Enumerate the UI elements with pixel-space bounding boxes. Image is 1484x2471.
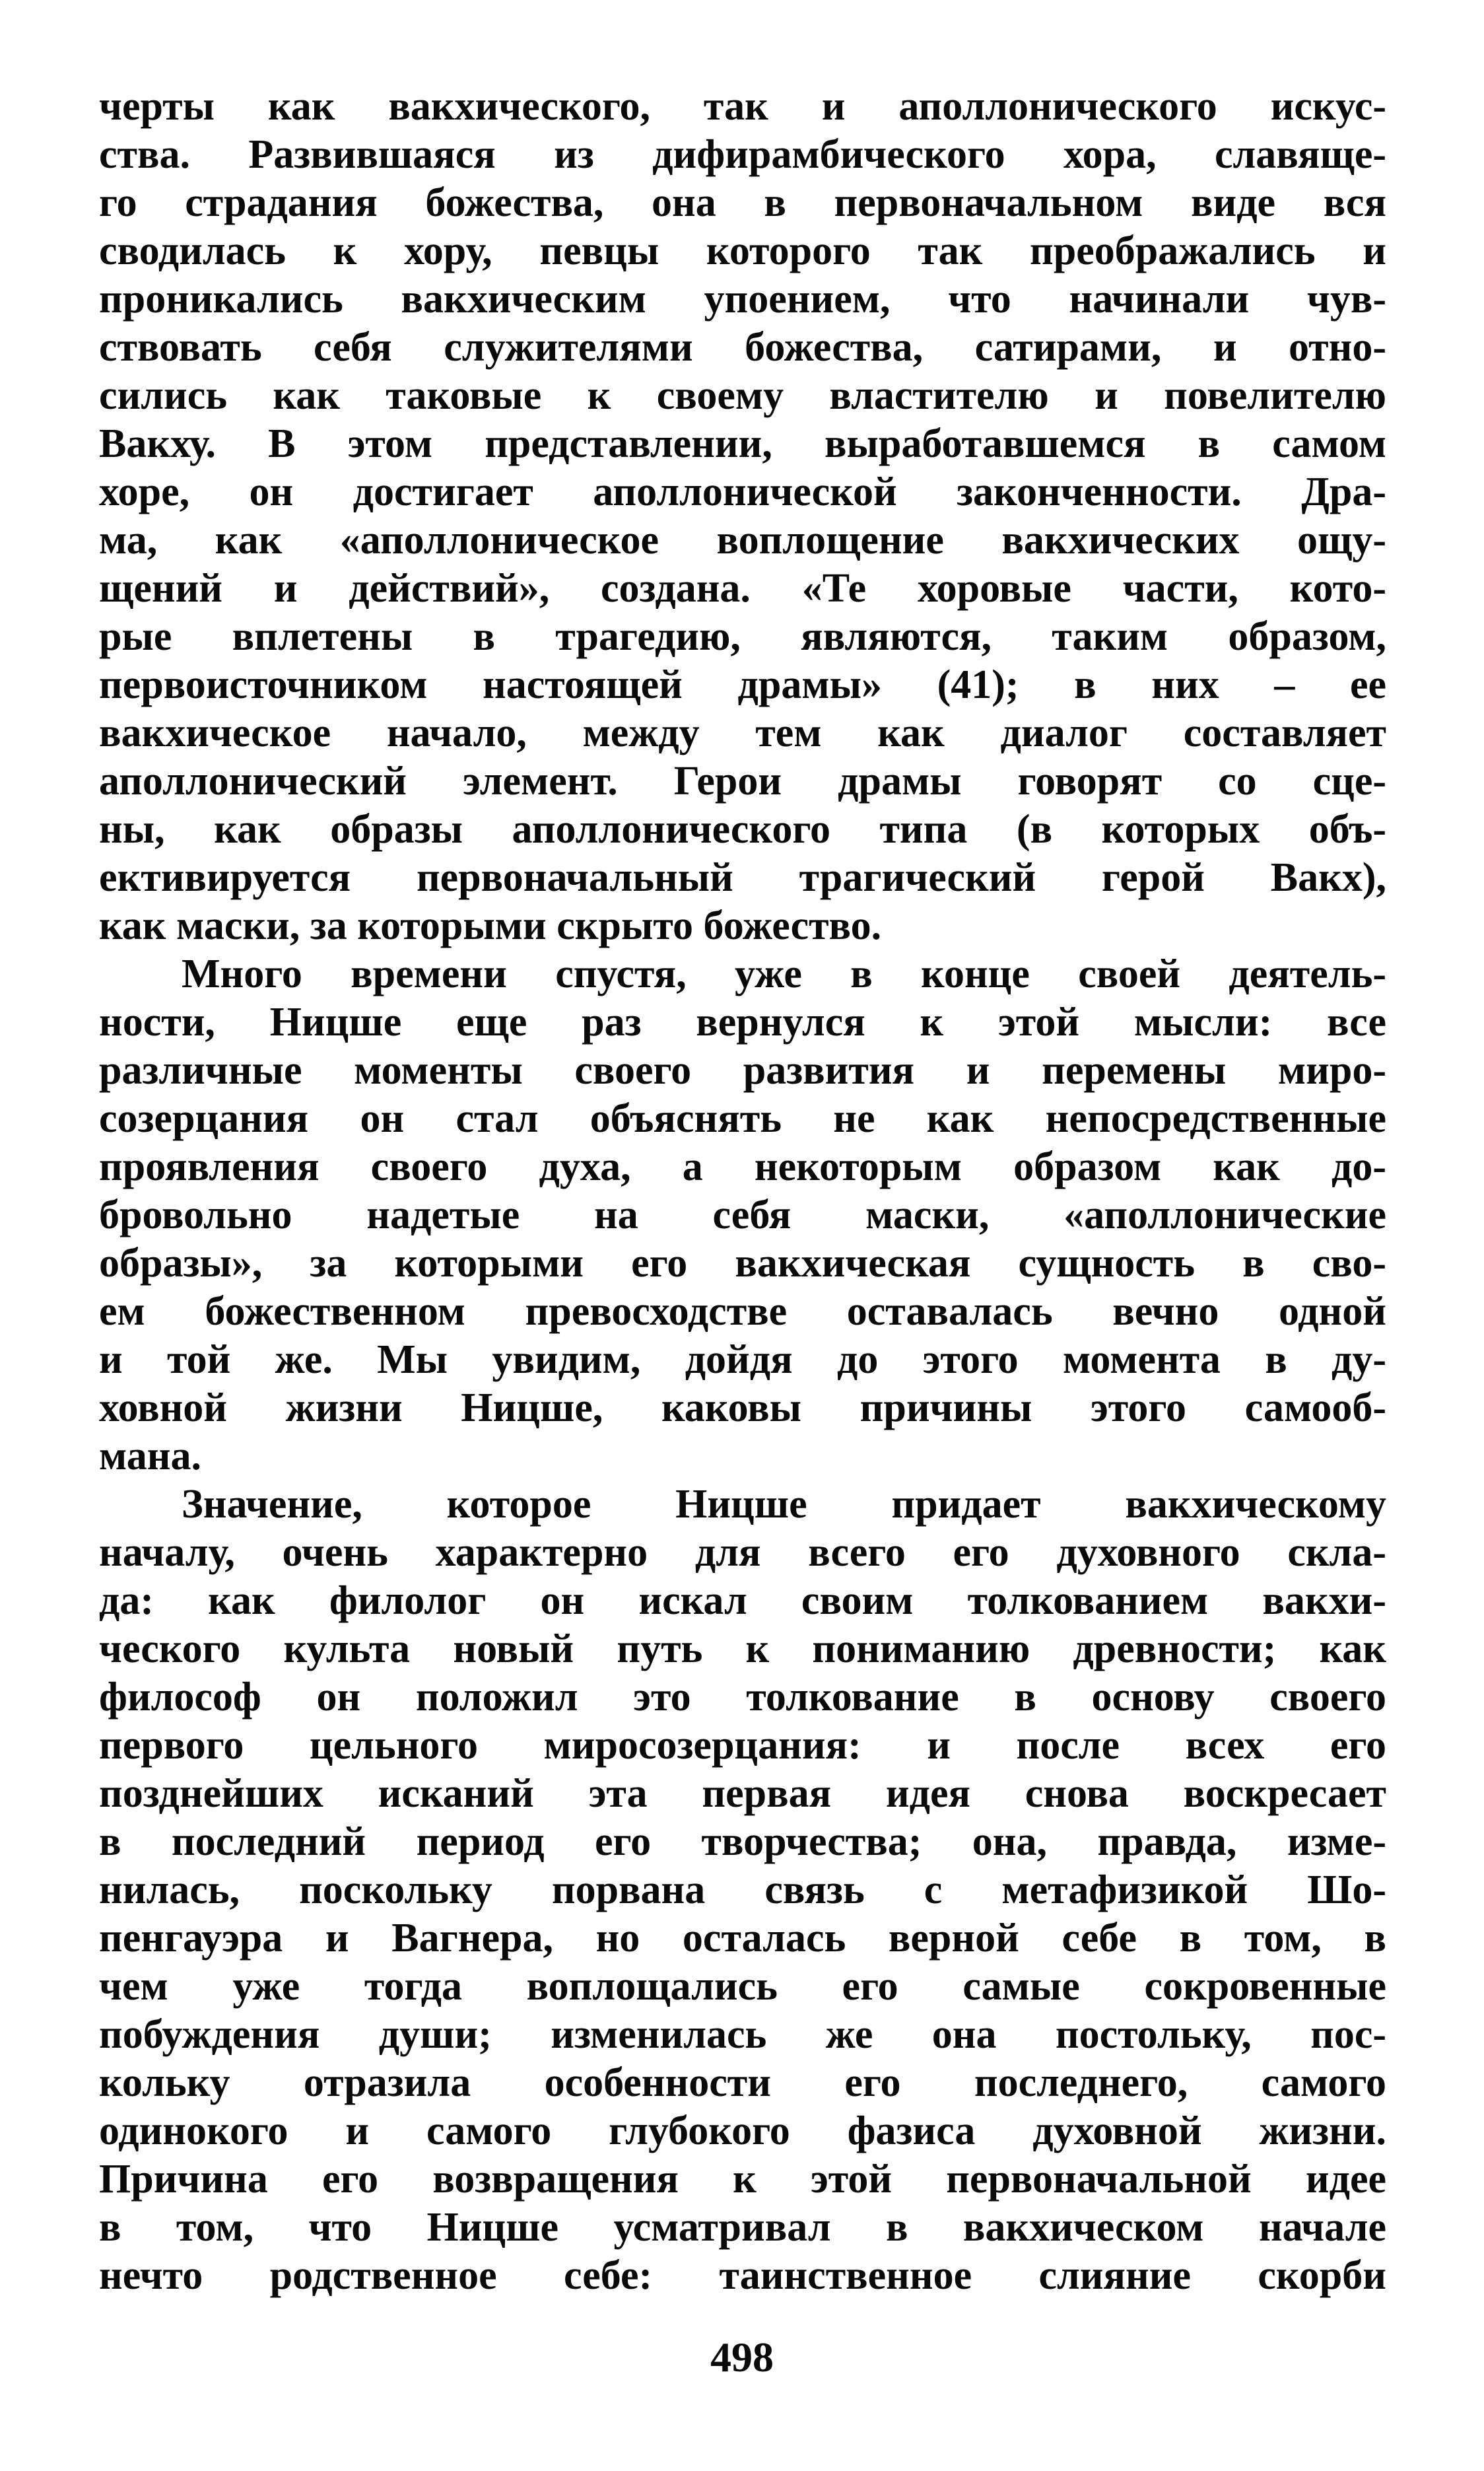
- text-line: черты как вакхического, так и аполлонического искус-: [99, 84, 1386, 129]
- text-line: да: как филолог он искал своим толкованием вакхи-: [99, 1578, 1386, 1623]
- text-line: одинокого и самого глубокого фазиса духовной жизни.: [99, 2108, 1386, 2153]
- text-line: щений и действий», создана. «Те хоровые части, кото-: [99, 566, 1386, 611]
- page-number: 498: [710, 2334, 774, 2381]
- text-line: Причина его возвращения к этой первоначальной идее: [99, 2157, 1386, 2202]
- text-line: различные моменты своего развития и перемены миро-: [99, 1048, 1386, 1093]
- text-line: проникались вакхическим упоением, что начинали чув-: [99, 277, 1386, 322]
- text-line: ем божественном превосходстве оставалась вечно одной: [99, 1289, 1386, 1334]
- paragraph: [99, 83, 1386, 950]
- text-line: вакхическое начало, между тем как диалог составляет: [99, 711, 1386, 755]
- text-line: го страдания божества, она в первоначальном виде вся: [99, 180, 1386, 225]
- text-line: сводилась к хору, певцы которого так преображались и: [99, 228, 1386, 273]
- text-line: кольку отразила особенности его последнего, самого: [99, 2060, 1386, 2105]
- text-line: Вакху. В этом представлении, выработавшемся в самом: [99, 421, 1386, 466]
- text-line: началу, очень характерно для всего его духовного скла-: [99, 1530, 1386, 1575]
- text-line: ности, Ницше еще раз вернулся к этой мысли: все: [99, 1000, 1386, 1045]
- text-line: образы», за которыми его вакхическая сущность в сво-: [99, 1241, 1386, 1286]
- text-line: ма, как «аполлоническое воплощение вакхических ощу-: [99, 518, 1386, 563]
- text-line: рые вплетены в трагедию, являются, таким образом,: [99, 614, 1386, 659]
- text-block: [99, 83, 1386, 2300]
- text-line: ны, как образы аполлонического типа (в которых объ-: [99, 807, 1386, 852]
- text-line: нечто родственное себе: таинственное слияние скорби: [99, 2253, 1386, 2298]
- text-line: позднейших исканий эта первая идея снова воскресает: [99, 1771, 1386, 1816]
- paragraph: [99, 950, 1386, 1480]
- text-line: ховной жизни Ницше, каковы причины этого самооб-: [99, 1385, 1386, 1430]
- text-line: созерцания он стал объяснять не как непосредственные: [99, 1096, 1386, 1141]
- text-line: Много времени спустя, уже в конце своей деятель-: [182, 952, 1386, 996]
- text-line: аполлонический элемент. Герои драмы говорят со сце-: [99, 759, 1386, 804]
- text-line: в последний период его творчества; она, правда, изме-: [99, 1819, 1386, 1864]
- page-body: [99, 83, 1386, 2300]
- text-line: чем уже тогда воплощались его самые сокровенные: [99, 1964, 1386, 2009]
- text-line: и той же. Мы увидим, дойдя до этого момента в ду-: [99, 1337, 1386, 1382]
- text-line: ективируется первоначальный трагический герой Вакх),: [99, 855, 1386, 900]
- text-line: ческого культа новый путь к пониманию древности; как: [99, 1626, 1386, 1671]
- text-line: проявления своего духа, а некоторым образом как до-: [99, 1144, 1386, 1189]
- text-line: первого цельного миросозерцания: и после всех его: [99, 1723, 1386, 1768]
- text-line: мана.: [99, 1434, 202, 1479]
- text-line: побуждения души; изменилась же она постольку, пос-: [99, 2012, 1386, 2057]
- text-line: сились как таковые к своему властителю и повелителю: [99, 373, 1386, 418]
- text-line: ства. Развившаяся из дифирамбического хора, славяще-: [99, 132, 1386, 177]
- text-line: Значение, которое Ницше придает вакхическому: [182, 1482, 1386, 1527]
- text-line: как маски, за которыми скрыто божество.: [99, 903, 882, 948]
- text-line: хоре, он достигает аполлонической законченности. Дра-: [99, 470, 1386, 514]
- text-line: в том, что Ницше усматривал в вакхическом начале: [99, 2205, 1386, 2250]
- text-line: бровольно надетые на себя маски, «аполлонические: [99, 1193, 1386, 1237]
- text-line: ствовать себя служителями божества, сатирами, и отно-: [99, 325, 1386, 370]
- text-line: первоисточником настоящей драмы» (41); в них – ее: [99, 662, 1386, 707]
- paragraph: [99, 1480, 1386, 2300]
- text-line: нилась, поскольку порвана связь с метафизикой Шо-: [99, 1867, 1386, 1912]
- text-line: пенгауэра и Вагнера, но осталась верной себе в том, в: [99, 1916, 1386, 1961]
- text-line: философ он положил это толкование в основу своего: [99, 1675, 1386, 1720]
